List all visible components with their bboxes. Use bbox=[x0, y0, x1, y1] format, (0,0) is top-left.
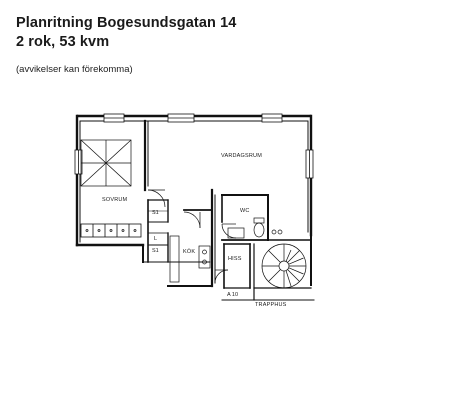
bottom-tag: A 10 bbox=[227, 292, 239, 298]
room-label-wc: WC bbox=[240, 208, 250, 214]
windows bbox=[75, 114, 313, 178]
room-label-bedroom: SOVRUM bbox=[102, 197, 128, 203]
closet-tag-2: L bbox=[154, 236, 158, 242]
closet-tag-3: S1 bbox=[152, 248, 159, 254]
bedroom-wardrobe bbox=[81, 140, 131, 186]
walls bbox=[77, 116, 314, 300]
disclaimer-note: (avvikelser kan förekomma) bbox=[16, 64, 133, 75]
kitchen-counter bbox=[170, 236, 210, 282]
title-address: Planritning Bogesundsgatan 14 bbox=[16, 15, 237, 31]
wc-fixtures bbox=[228, 218, 282, 238]
room-label-stairwell: TRAPPHUS bbox=[255, 302, 287, 308]
closet-tag-1: S1 bbox=[152, 210, 159, 216]
spiral-staircase bbox=[262, 244, 306, 288]
title-size: 2 rok, 53 kvm bbox=[16, 34, 110, 50]
room-label-living-room: VARDAGSRUM bbox=[221, 153, 263, 159]
bedroom-closets bbox=[81, 224, 141, 237]
room-label-kitchen: KÖK bbox=[183, 249, 196, 255]
room-label-elevator: HISS bbox=[228, 256, 242, 262]
